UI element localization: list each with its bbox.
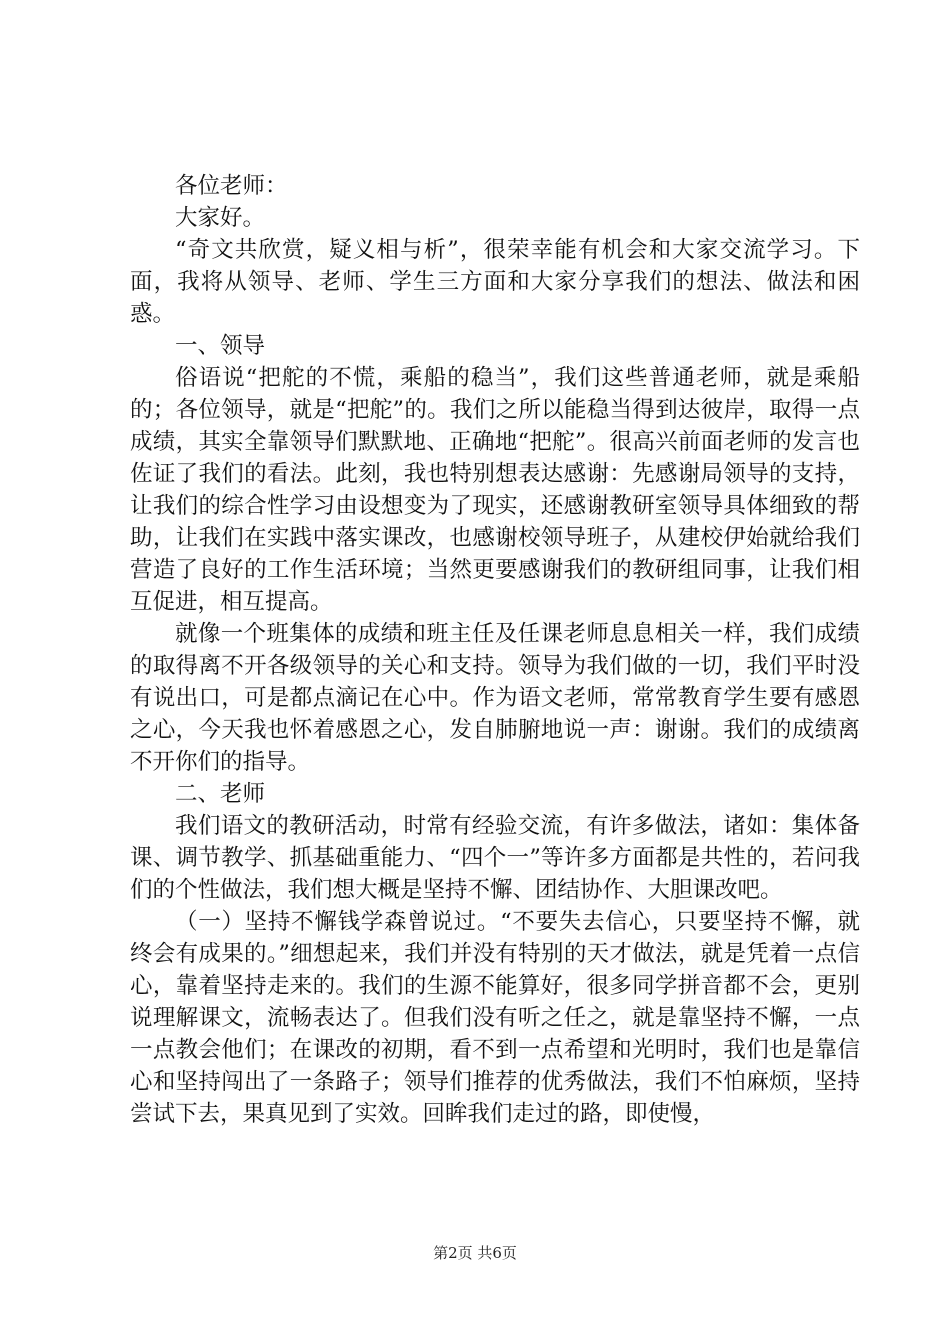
section-heading-teachers: 二、老师 [175,781,266,807]
salutation: 各位老师： [175,173,288,199]
page-number-footer: 第2页 共6页 [433,1244,517,1262]
leadership-paragraph-2: 就像一个班集体的成绩和班主任及任课老师息息相关一样，我们成绩的取得离不开各级领导的关心和支持。领导为我们做的一切，我们平时没有说出口，可是都点滴记在心中。作为语文老师，常常教育学生要有感恩之心，今天我也怀着感恩之心，发自肺腑地说一声：谢谢。我们的成绩离不开你们的指导。 [130,621,860,775]
greeting: 大家好。 [175,205,266,231]
document-body [130,170,860,1130]
leadership-paragraph-1: 俗语说“把舵的不慌，乘船的稳当”，我们这些普通老师，就是乘船的；各位领导，就是“把舵”的。我们之所以能稳当得到达彼岸，取得一点成绩，其实全靠领导们默默地、正确地“把舵”。很高兴前面老师的发言也佐证了我们的看法。此刻，我也特别想表达感谢：先感谢局领导的支持，让我们的综合性学习由设想变为了现实，还感谢教研室领导具体细致的帮助，让我们在实践中落实课改，也感谢校领导班子，从建校伊始就给我们营造了良好的工作生活环境；当然更要感谢我们的教研组同事，让我们相互促进，相互提高。 [130,365,860,615]
section-heading-leadership: 一、领导 [175,333,266,359]
intro-paragraph: “奇文共欣赏，疑义相与析”，很荣幸能有机会和大家交流学习。下面，我将从领导、老师、学生三方面和大家分享我们的想法、做法和困惑。 [130,237,860,327]
teachers-paragraph-2: （一）坚持不懈钱学森曾说过。“不要失去信心，只要坚持不懈，就终会有成果的。”细想起来，我们并没有特别的天才做法，就是凭着一点信心，靠着坚持走来的。我们的生源不能算好，很多同学拼音都不会，更别说理解课文，流畅表达了。但我们没有听之任之，就是靠坚持不懈，一点一点教会他们；在课改的初期，看不到一点希望和光明时，我们也是靠信心和坚持闯出了一条路子；领导们推荐的优秀做法，我们不怕麻烦，坚持尝试下去，果真见到了实效。回眸我们走过的路，即使慢， [130,909,860,1127]
teachers-paragraph-1: 我们语文的教研活动，时常有经验交流，有许多做法，诸如：集体备课、调节教学、抓基础重能力、“四个一”等许多方面都是共性的，若问我们的个性做法，我们想大概是坚持不懈、团结协作、大胆课改吧。 [130,813,860,903]
